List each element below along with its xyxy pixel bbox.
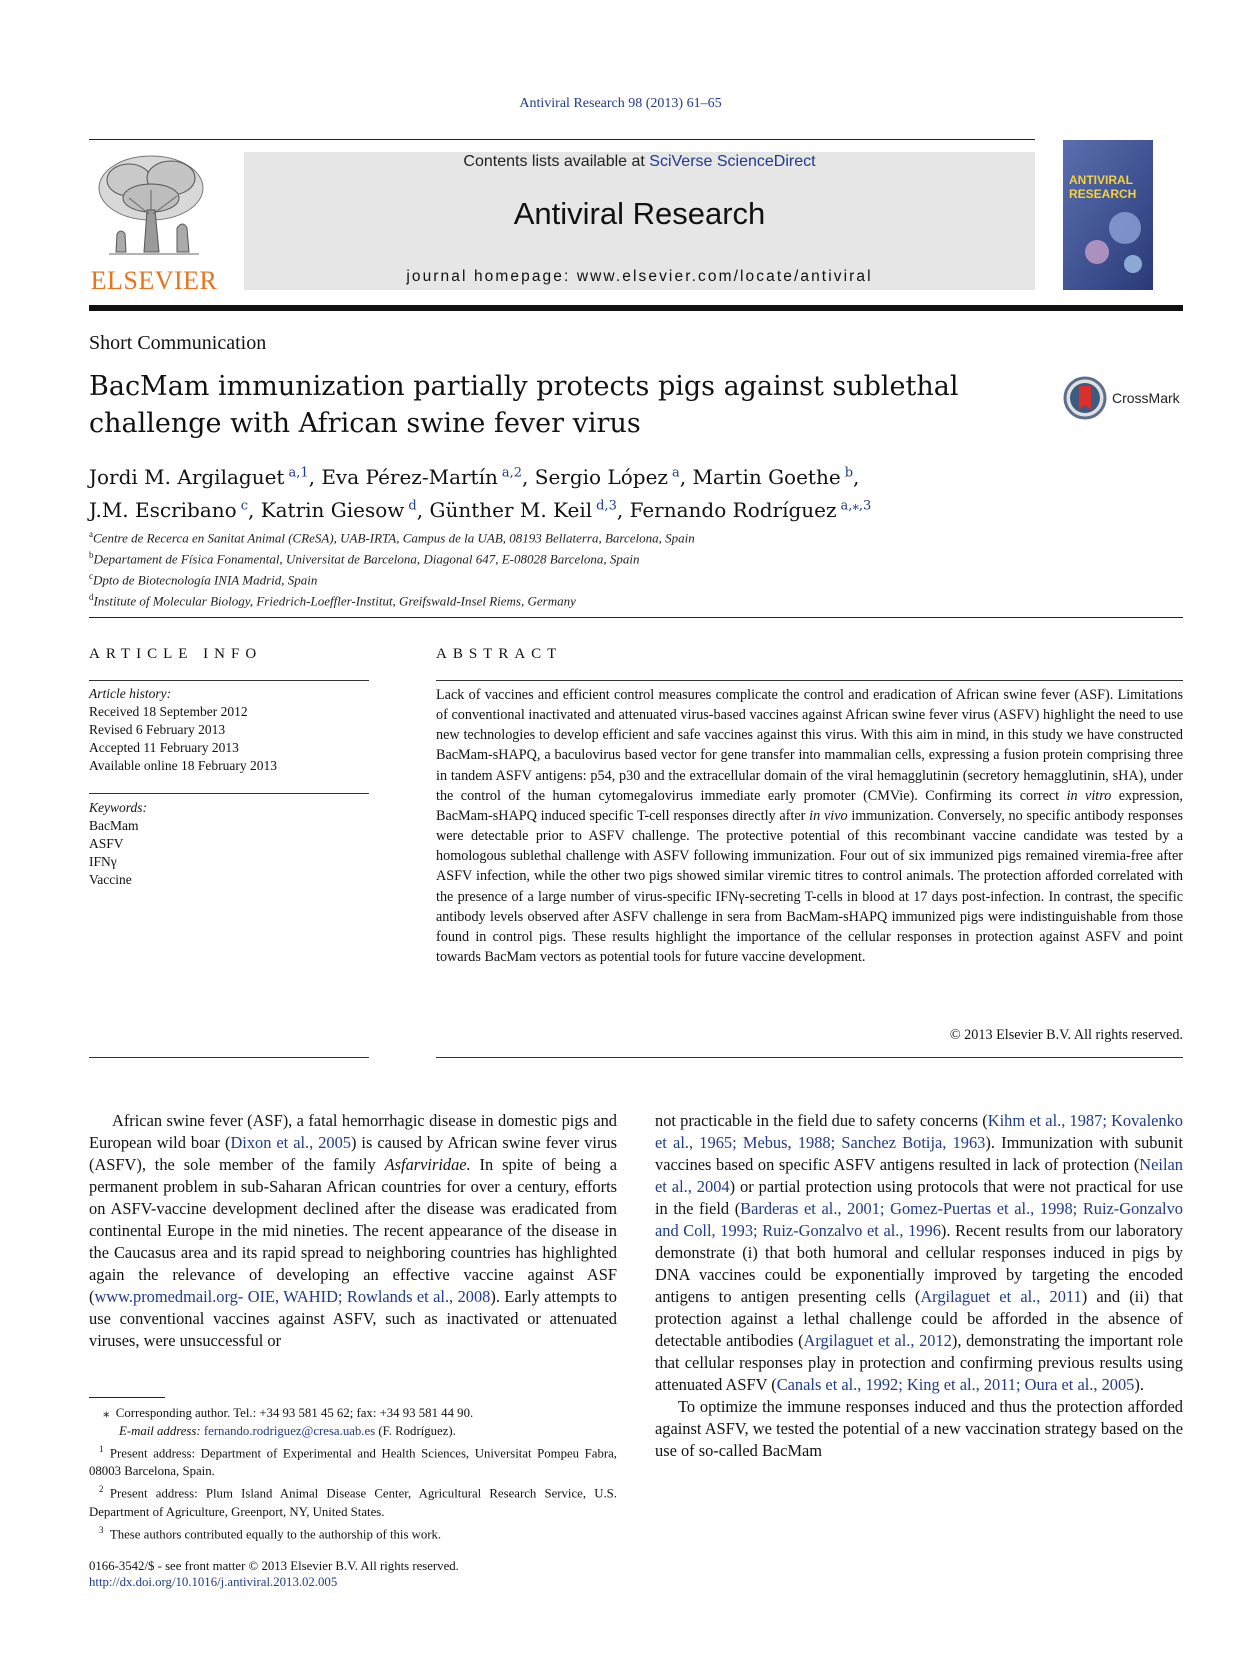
crossmark-icon	[1063, 376, 1109, 422]
body-column-left	[89, 1110, 617, 1352]
footnote-corresponding: ⁎ Corresponding author. Tel.: +34 93 581 45 62; fax: +34 93 581 44 90.	[103, 1406, 474, 1420]
article-title: BacMam immunization partially protects pigs against sublethal challenge with African swine fever virus	[89, 371, 959, 439]
footnote: $^3$ These authors contributed equally to the authorship of this work.	[99, 1524, 442, 1541]
affiliation: $^d$Institute of Molecular Biology, Friedrich-Loeffler-Institut, Greifswald-Insel Riems, Germany	[89, 591, 576, 609]
author-line-2	[89, 492, 1089, 526]
crossmark-label[interactable]: CrossMark	[1112, 390, 1180, 406]
sciencedirect-link[interactable]: SciVerse ScienceDirect	[649, 153, 816, 170]
journal-name: Antiviral Research	[513, 196, 766, 231]
doi-link[interactable]: http://dx.doi.org/10.1016/j.antiviral.2013.02.005	[89, 1575, 338, 1589]
article-type: Short Communication	[89, 332, 267, 354]
author: Günther M. Keil $^{d,3}$,	[429, 498, 630, 523]
author: Fernando Rodríguez $^{a,⁎,3}$	[629, 498, 872, 523]
author-line-1	[89, 458, 1089, 492]
keyword: ASFV	[89, 836, 124, 851]
affiliation: $^c$Dpto de Biotecnología INIA Madrid, Spain	[89, 570, 318, 588]
paragraph: African swine fever (ASF), a fatal hemorrhagic disease in domestic pigs and European wild boar (Dixon et al., 2005) is caused by African swine fever virus (ASFV), the sole member of the family Asfarviridae. In spite of being a permanent problem in sub-Saharan African countries for over a century, efforts on ASFV-vaccine development declined after the disease was eradicated from continental Europe in the mid nineties. The recent appearance of the disease in the Caucasus area and its rapid spread to neighboring countries has highlighted again the relevance of developing an effective vaccine against ASF (www.promedmail.org- OIE, WAHID; Rowlands et al., 2008). Early attempts to use conventional vaccines against ASFV, such as inactivated or attenuated viruses, were unsuccessful or	[89, 1111, 617, 1350]
keyword: Vaccine	[89, 872, 132, 887]
journal-cover[interactable]	[1063, 140, 1153, 290]
paragraph: To optimize the immune responses induced and thus the protection afforded against ASFV, we tested the potential of a new vaccination strategy based on the use of so-called BacMam	[655, 1397, 1183, 1460]
reference-link[interactable]: www.promedmail.org- OIE, WAHID; Rowlands et al., 2008	[94, 1287, 491, 1306]
elsevier-wordmark[interactable]: ELSEVIER	[90, 266, 218, 295]
history-item: Received 18 September 2012	[89, 704, 248, 719]
footnote: $^2$ Present address: Plum Island Animal Disease Center, Agricultural Research Service, U.S. Department of Agriculture, Greenport, NY, United States.	[89, 1484, 617, 1519]
footnote-rule	[89, 1397, 165, 1398]
reference-link[interactable]: Argilaguet et al., 2011	[920, 1287, 1082, 1306]
cover-title-1: ANTIVIRAL	[1069, 173, 1133, 187]
front-matter-line: 0166-3542/$ - see front matter © 2013 Elsevier B.V. All rights reserved.	[89, 1559, 459, 1573]
keyword: IFNγ	[89, 854, 117, 869]
body-column-right	[655, 1110, 1183, 1462]
article-info-heading: ARTICLE INFO	[89, 646, 263, 662]
reference-link[interactable]: Canals et al., 1992; King et al., 2011; Oura et al., 2005	[776, 1375, 1135, 1394]
reference-link[interactable]: Dixon et al., 2005	[230, 1133, 351, 1152]
keyword: BacMam	[89, 818, 139, 833]
reference-link[interactable]: Barderas et al., 2001; Gomez-Puertas et al., 1998; Ruiz-Gonzalvo and Coll, 1993; Ruiz-Gonzalvo et al., 1996	[655, 1199, 1183, 1240]
history-item: Accepted 11 February 2013	[89, 740, 239, 755]
author: Jordi M. Argilaguet $^{a,1}$,	[89, 464, 322, 489]
tree-icon	[89, 150, 219, 265]
reference-link[interactable]: Argilaguet et al., 2012	[803, 1331, 952, 1350]
section-rule	[89, 617, 1183, 618]
contents-prefix: Contents lists available at	[463, 153, 650, 170]
history-label: Article history:	[89, 686, 172, 701]
history-item: Revised 6 February 2013	[89, 722, 226, 737]
divider	[89, 680, 369, 681]
email-link[interactable]: fernando.rodriguez@cresa.uab.es	[203, 1424, 376, 1438]
footnotes	[89, 1404, 617, 1543]
contents-line	[244, 152, 1035, 171]
divider	[89, 793, 369, 794]
cover-title-2: RESEARCH	[1069, 187, 1137, 201]
affiliations	[89, 526, 1089, 610]
affiliation: $^b$Departament de Física Fonamental, Universitat de Barcelona, Diagonal 647, E-08028 Barcelona, Spain	[89, 549, 640, 567]
history-item: Available online 18 February 2013	[89, 758, 277, 773]
footnote: $^1$ Present address: Department of Experimental and Health Sciences, Universitat Pompeu Fabra, 08003 Barcelona, Spain.	[89, 1444, 617, 1479]
journal-citation[interactable]: Antiviral Research 98 (2013) 61–65	[519, 96, 722, 111]
keywords	[89, 799, 369, 889]
header-thick-rule	[89, 305, 1183, 311]
paragraph: not practicable in the field due to safety concerns (Kihm et al., 1987; Kovalenko et al., 1965; Mebus, 1988; Sanchez Botija, 1963). Immunization with subunit vaccines based on specific ASFV antigens resulted in lack of protection (Neilan et al., 2004) or partial protection using protocols that were not practical for use in the field (Barderas et al., 2001; Gomez-Puertas et al., 1998; Ruiz-Gonzalvo and Coll, 1993; Ruiz-Gonzalvo et al., 1996). Recent results from our laboratory demonstrate (i) that both humoral and cellular responses induced in pigs by DNA vaccines could be exponentially improved by targeting the encoded antigens to antigen presenting cells (Argilaguet et al., 2011) and (ii) that protection against a lethal challenge could be afforded in the absence of detectable antibodies (Argilaguet et al., 2012), demonstrating the important role that cellular responses play in protection and confirming previous results using attenuated ASFV (Canals et al., 1992; King et al., 2011; Oura et al., 2005).	[655, 1111, 1184, 1394]
affiliation: $^a$Centre de Recerca en Sanitat Animal (CReSA), UAB-IRTA, Campus de la UAB, 08193 Bellaterra, Barcelona, Spain	[89, 529, 695, 546]
journal-masthead	[244, 152, 1035, 290]
reference-link[interactable]: Kihm et al., 1987; Kovalenko et al., 1965; Mebus, 1988; Sanchez Botija, 1963	[655, 1111, 1183, 1152]
top-rule	[89, 139, 1035, 140]
footnote-email: E-mail address: fernando.rodriguez@cresa.uab.es (F. Rodríguez).	[119, 1424, 456, 1438]
author: Sergio López $^a$,	[534, 464, 693, 489]
author: J.M. Escribano $^c$,	[89, 498, 261, 523]
reference-link[interactable]: Neilan et al., 2004	[655, 1155, 1183, 1196]
author: Martin Goethe $^b$,	[692, 464, 860, 489]
article-history	[89, 685, 369, 775]
author: Katrin Giesow $^d$,	[260, 498, 430, 523]
divider	[436, 1057, 1183, 1058]
journal-homepage[interactable]: journal homepage: www.elsevier.com/locate/antiviral	[406, 268, 873, 285]
keywords-label: Keywords:	[89, 800, 147, 815]
author-list	[89, 458, 1089, 525]
divider	[89, 1057, 369, 1058]
divider	[436, 680, 1183, 681]
author: Eva Pérez-Martín $^{a,2}$,	[321, 464, 535, 489]
abstract-heading: ABSTRACT	[436, 646, 563, 662]
abstract-body: Lack of vaccines and efficient control measures complicate the control and eradication of African swine fever (ASF). Limitations of conventional inactivated and attenuated virus-based vaccines against African swine fever virus (ASFV) highlight the need to use new technologies to develop efficient and safe vaccines against this virus. With this aim in mind, in this study we have constructed BacMam-sHAPQ, a baculovirus based vector for gene transfer into mammalian cells, expressing a fusion protein comprising three in tandem ASFV antigens: p54, p30 and the extracellular domain of the viral hemagglutinin (secretory hemagglutinin, sHA), under the control of the human cytomegalovirus immediate early promoter (CMVie). Confirming its correct in vitro expression, BacMam-sHAPQ induced specific T-cell responses directly after in vivo immunization. Conversely, no specific antibody responses were detectable prior to ASFV challenge. The protective potential of this recombinant vaccine candidate was tested by a homologous sublethal challenge with ASFV following immunization. Four out of six immunized pigs remained viremia-free after ASFV infection, while the other two pigs showed similar viremic titres to control animals. The protection afforded correlated with the presence of a large number of virus-specific IFNγ-secreting T-cells in blood at 17 days post-infection. In contrast, the specific antibody levels observed after ASFV challenge in sera from BacMam-sHAPQ immunized pigs were indistinguishable from those found in control pigs. These results highlight the importance of the cellular responses in protection against ASFV and point towards BacMam vectors as potential tools for future vaccine development.	[436, 687, 1183, 966]
abstract-copyright: © 2013 Elsevier B.V. All rights reserved.	[949, 1027, 1183, 1043]
